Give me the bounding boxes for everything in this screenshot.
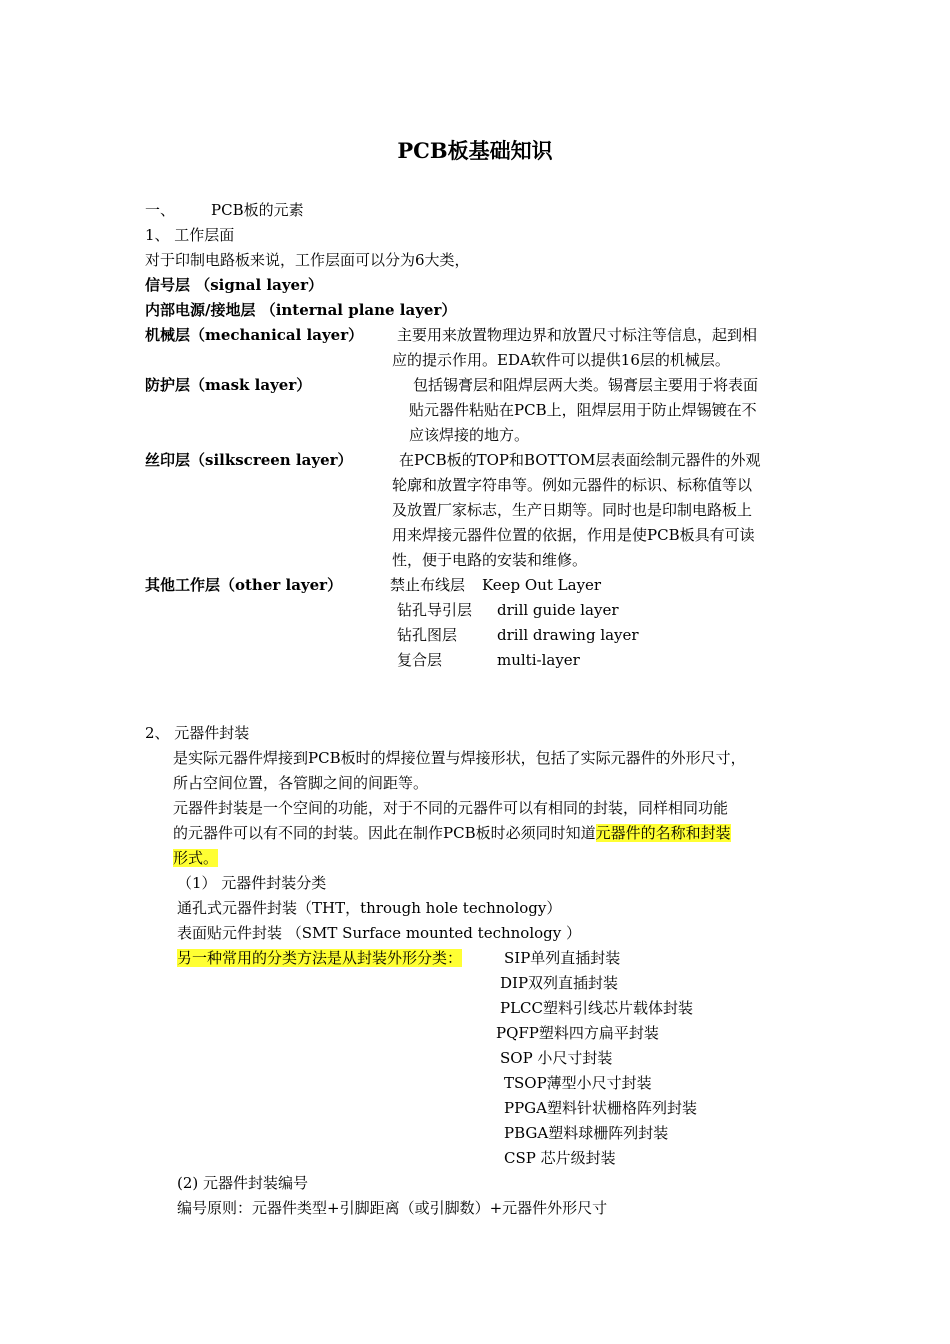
package-item: PPGA塑料针状栅格阵列封装 (504, 1099, 698, 1117)
other-layer-en: drill guide layer (497, 601, 619, 619)
section-heading: PCB板的元素 (211, 201, 304, 219)
layer-internal-plane: 内部电源/接地层 （internal plane layer） (145, 301, 457, 319)
package-item: SOP 小尺寸封装 (500, 1049, 613, 1067)
other-layer-cn: 禁止布线层 (390, 576, 466, 594)
highlighted-text: 另一种常用的分类方法是从封装外形分类： (177, 949, 463, 967)
package-item: PQFP塑料四方扁平封装 (496, 1024, 659, 1042)
other-layer-cn: 钻孔图层 (397, 626, 458, 644)
layer-other: 其他工作层（other layer） (145, 576, 343, 594)
layer-silkscreen-desc: 在PCB板的TOP和BOTTOM层表面绘制元器件的外观 (399, 451, 761, 469)
highlighted-text: 元器件的名称和封装 (595, 824, 731, 842)
paragraph-line (173, 821, 731, 846)
layer-mask: 防护层（mask layer） (145, 376, 312, 394)
paragraph-line: 表面贴元件封装 （SMT Surface mounted technology ） (177, 924, 582, 942)
paragraph-line: 编号原则：元器件类型+引脚距离（或引脚数）+元器件外形尺寸 (177, 1199, 608, 1217)
other-layer-en: drill drawing layer (497, 626, 639, 644)
layer-mask-desc: 包括锡膏层和阻焊层两大类。锡膏层主要用于将表面 (413, 376, 759, 394)
package-item: TSOP薄型小尺寸封装 (504, 1074, 652, 1092)
highlighted-text: 形式。 (173, 849, 219, 867)
subsection-heading: 2、 元器件封装 (145, 724, 250, 742)
layer-silkscreen-desc: 性，便于电路的安装和维修。 (392, 551, 588, 569)
other-layer-cn: 钻孔导引层 (397, 601, 473, 619)
page-title: PCB板基础知识 (397, 138, 553, 163)
paragraph-line: 是实际元器件焊接到PCB板时的焊接位置与焊接形状，包括了实际元器件的外形尺寸， (173, 749, 746, 767)
layer-mechanical-desc: 应的提示作用。EDA软件可以提供16层的机械层。 (392, 351, 730, 369)
package-item: SIP单列直插封装 (504, 949, 621, 967)
layer-silkscreen: 丝印层（silkscreen layer） (145, 451, 353, 469)
layer-mask-desc: 应该焊接的地方。 (409, 426, 530, 444)
paragraph-line (177, 946, 462, 971)
package-item: DIP双列直插封装 (500, 974, 619, 992)
layer-silkscreen-desc: 及放置厂家标志，生产日期等。同时也是印制电路板上 (392, 501, 753, 519)
package-item: PBGA塑料球栅阵列封装 (504, 1124, 669, 1142)
package-item: PLCC塑料引线芯片载体封装 (500, 999, 694, 1017)
paragraph-line (173, 846, 218, 871)
subsection-heading: 1、 工作层面 (145, 226, 235, 244)
paragraph-line: 通孔式元器件封装（THT，through hole technology） (177, 899, 562, 917)
subsection-heading: （1） 元器件封装分类 (177, 874, 327, 892)
layer-silkscreen-desc: 用来焊接元器件位置的依据，作用是使PCB板具有可读 (392, 526, 755, 544)
layer-mechanical: 机械层（mechanical layer） (145, 326, 364, 344)
layer-mask-desc: 贴元器件粘贴在PCB上，阻焊层用于防止焊锡镀在不 (409, 401, 757, 419)
section-number: 一、 (145, 201, 176, 219)
paragraph-line: 元器件封装是一个空间的功能，对于不同的元器件可以有相同的封装，同样相同功能 (173, 799, 729, 817)
layer-signal: 信号层 （signal layer） (145, 276, 323, 294)
other-layer-en: multi-layer (497, 651, 580, 669)
paragraph-line: 所占空间位置，各管脚之间的间距等。 (173, 774, 429, 792)
paragraph-text: 的元器件可以有不同的封装。因此在制作PCB板时必须同时知道 (173, 824, 596, 842)
package-item: CSP 芯片级封装 (504, 1149, 616, 1167)
intro-text: 对于印制电路板来说，工作层面可以分为6大类， (145, 251, 470, 269)
layer-silkscreen-desc: 轮廓和放置字符串等。例如元器件的标识、标称值等以 (392, 476, 753, 494)
subsection-heading: (2) 元器件封装编号 (177, 1174, 309, 1192)
layer-mechanical-desc: 主要用来放置物理边界和放置尺寸标注等信息，起到相 (397, 326, 758, 344)
other-layer-en: Keep Out Layer (482, 576, 602, 594)
other-layer-cn: 复合层 (397, 651, 443, 669)
